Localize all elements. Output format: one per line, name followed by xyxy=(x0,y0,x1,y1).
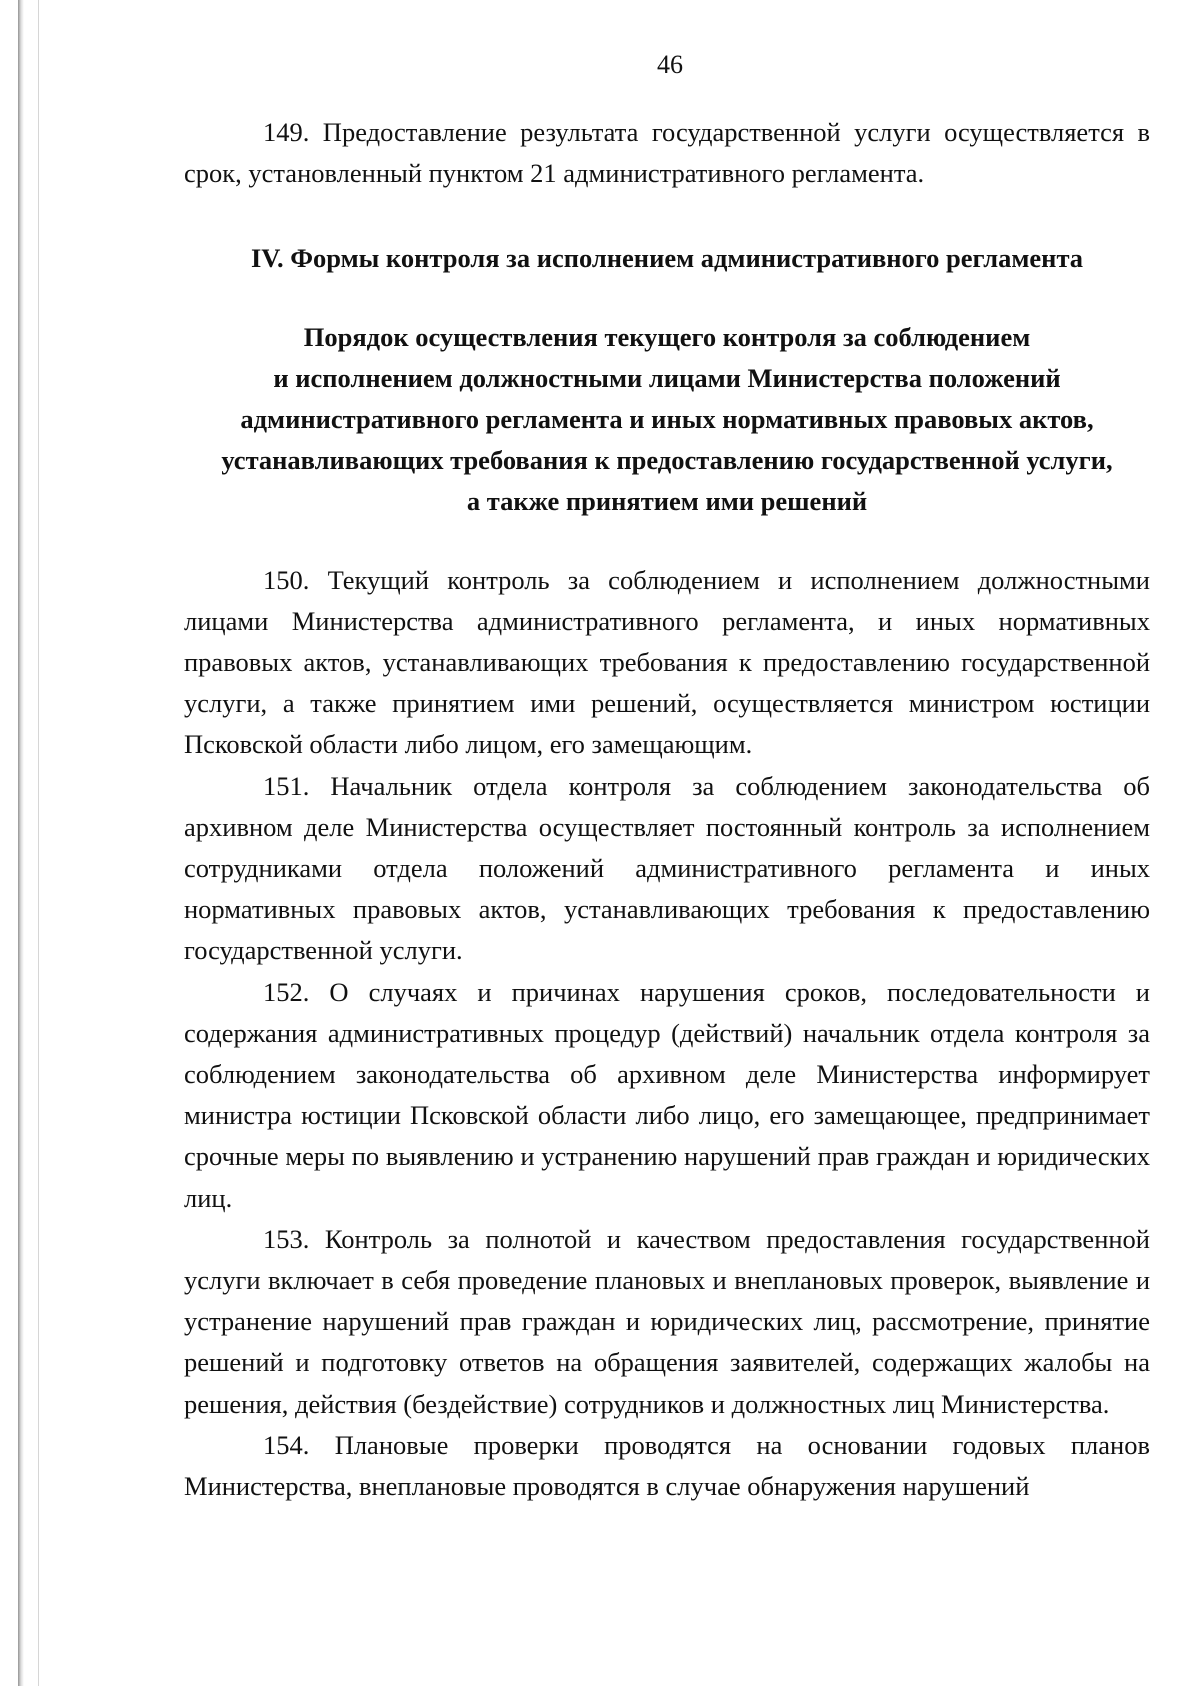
subsection-heading-line: административного регламента и иных нормативных правовых актов, xyxy=(240,404,1094,435)
scan-edge-shadow xyxy=(18,0,24,1686)
section-heading: IV. Формы контроля за исполнением административного регламента xyxy=(250,243,1084,274)
page-number: 46 xyxy=(657,50,683,79)
paragraph-152: 152. О случаях и причинах нарушения сроков, последовательности и содержания административных процедур (действий) начальник отдела контроля за соблюдением законодательства об архивном деле Министерства информирует министра юстиции Псковской области либо лицо, его замещающее, предпринимает срочные меры по выявлению и устранению нарушений прав граждан и юридических лиц. xyxy=(184,976,1150,1213)
subsection-heading-line: устанавливающих требования к предоставлению государственной услуги, xyxy=(221,445,1113,476)
spacer xyxy=(184,523,1150,560)
paragraph-149: 149. Предоставление результата государственной услуги осуществляется в срок, установленный пунктом 21 административного регламента. xyxy=(184,117,1150,189)
subsection-heading-line: а также принятием ими решений xyxy=(466,486,868,517)
scan-edge-line xyxy=(38,0,39,1686)
subsection-heading xyxy=(184,317,1150,523)
paragraph-153: 153. Контроль за полнотой и качеством предоставления государственной услуги включает в себя проведение плановых и внеплановых проверок, выявление и устранение нарушений прав граждан и юридических лиц, рассмотрение, принятие решений и подготовку ответов на обращения заявителей, содержащих жалобы на решения, действия (бездействие) сотрудников и должностных лиц Министерства. xyxy=(184,1223,1150,1419)
subsection-heading-line: и исполнением должностными лицами Министерства положений xyxy=(273,362,1061,393)
paragraph-154: 154. Плановые проверки проводятся на основании годовых планов Министерства, внеплановые проводятся в случае обнаружения нарушений xyxy=(184,1429,1150,1502)
paragraph-151: 151. Начальник отдела контроля за соблюдением законодательства об архивном деле Министерства осуществляет постоянный контроль за исполнением сотрудниками отдела положений административного регламента и иных нормативных правовых актов, устанавливающих требования к предоставлению государственной услуги. xyxy=(184,770,1150,966)
subsection-heading-line: Порядок осуществления текущего контроля за соблюдением xyxy=(303,321,1031,352)
document-body xyxy=(184,112,1150,1507)
paragraph-150: 150. Текущий контроль за соблюдением и исполнением должностными лицами Министерства административного регламента, и иных нормативных правовых актов, устанавливающих требования к предоставлению государственной услуги, а также принятием ими решений, осуществляется министром юстиции Псковской области либо лицом, его замещающим. xyxy=(184,564,1150,760)
